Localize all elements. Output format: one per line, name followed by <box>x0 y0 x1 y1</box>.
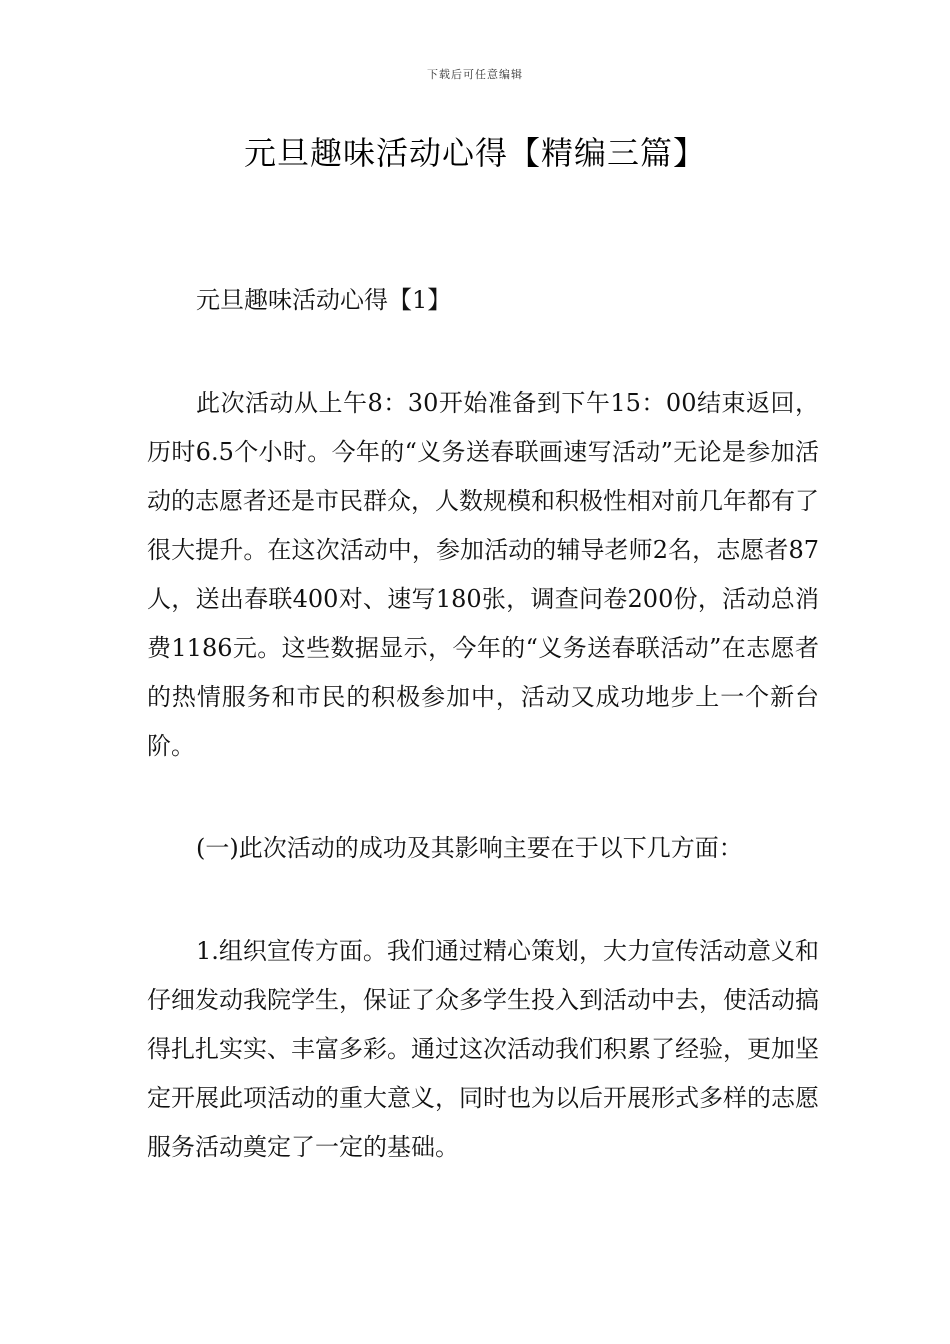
document-title: 元旦趣味活动心得【精编三篇】 <box>243 134 706 172</box>
body-paragraph: 此次活动从上午8：30开始准备到下午15：00结束返回，历时6.5个小时。今年的“义务送春联画速写活动”无论是参加活动的志愿者还是市民群众，人数规模和积极性相对前几年都有了很大提升。在这次活动中，参加活动的辅导老师2名，志愿者87人，送出春联400对、速写180张，调查问卷200份，活动总消费1186元。这些数据显示，今年的“义务送春联活动”在志愿者的热情服务和市民的积极参加中，活动又成功地步上一个新台阶。 <box>147 389 819 760</box>
body-paragraph: 1.组织宣传方面。我们通过精心策划，大力宣传活动意义和仔细发动我院学生，保证了众多学生投入到活动中去，使活动搞得扎扎实实、丰富多彩。通过这次活动我们积累了经验，更加坚定开展此项活动的重大意义，同时也为以后开展形式多样的志愿服务活动奠定了一定的基础。 <box>147 937 819 1161</box>
header-note: 下载后可任意编辑 <box>427 68 523 81</box>
subheading: (一)此次活动的成功及其影响主要在于以下几方面： <box>196 834 743 862</box>
section-heading: 元旦趣味活动心得【1】 <box>196 286 452 314</box>
